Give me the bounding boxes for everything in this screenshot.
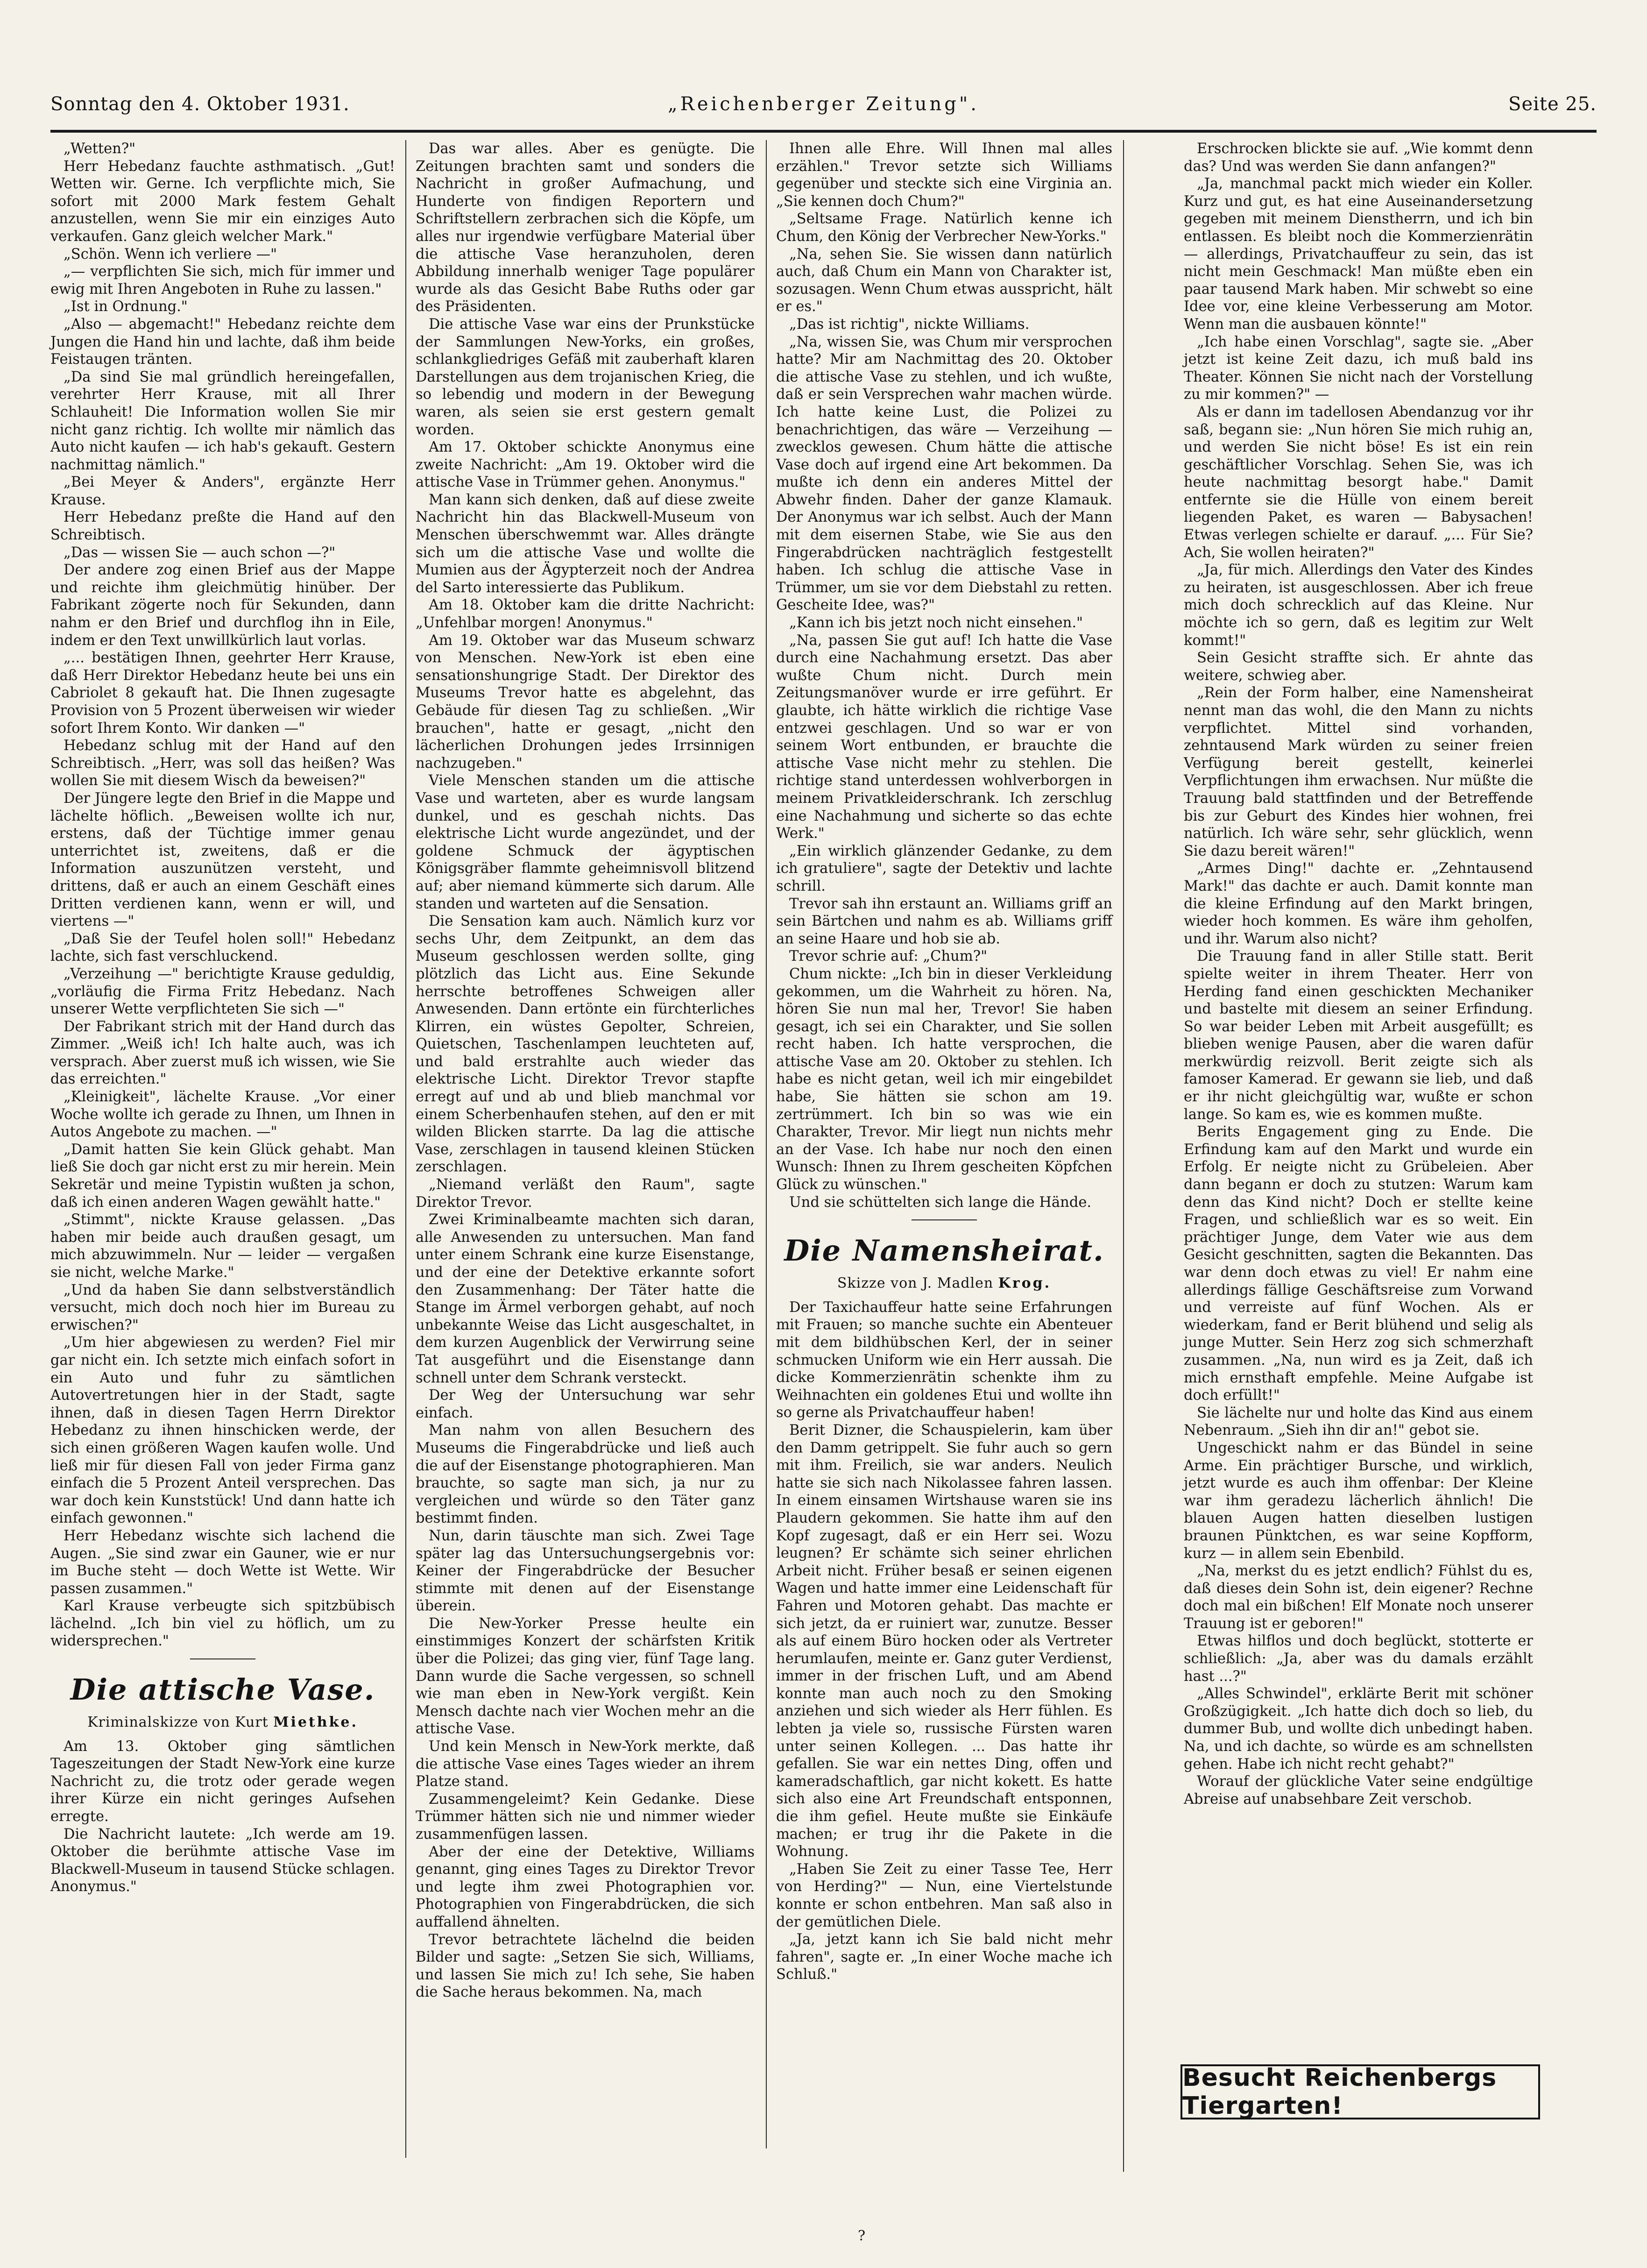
paragraph: „Wetten?"	[64, 141, 136, 157]
paragraph: „Kleinigkeit", lächelte Krause. „Vor einer Woche wollte ich gerade zu Ihnen, um Ihnen in Autos Angebote zu machen. —"	[50, 1089, 395, 1141]
header-title: „Reichenberger Zeitung".	[668, 93, 979, 115]
paragraph: „Niemand verläßt den Raum", sagte Direktor Trevor.	[416, 1177, 755, 1211]
advertisement-box	[1180, 2064, 1540, 2119]
paragraph: „Schön. Wenn ich verliere —"	[64, 246, 277, 262]
paragraph: Etwas hilflos und doch beglückt, stotterte er schließlich: „Ja, aber was du damals erzählt hast ...?"	[1184, 1633, 1533, 1685]
column-2	[416, 140, 755, 2001]
column-divider	[766, 140, 767, 2148]
byline-text: Kriminalskizze von Kurt	[87, 1714, 269, 1731]
paragraph: „Ja, für mich. Allerdings den Vater des Kindes zu heiraten, ist ausgeschlossen. Aber ich freue mich doch schrecklich auf das Kleine. Nur möchte ich so gern, daß es legitim zur Welt kommt!"	[1184, 562, 1533, 649]
paragraph: „Ja, jetzt kann ich Sie bald nicht mehr fahren", sagte er. „In einer Woche mache ich Schluß."	[776, 1931, 1112, 1983]
paragraph: „Daß Sie der Teufel holen soll!" Hebedanz lachte, sich fast verschluckend.	[50, 930, 395, 965]
paragraph: „Ich habe einen Vorschlag", sagte sie. „Aber jetzt ist keine Zeit dazu, ich muß bald ins Theater. Können Sie nicht nach der Vorstellung zu mir kommen?" —	[1184, 333, 1533, 403]
paragraph: „Um hier abgewiesen zu werden? Fiel mir gar nicht ein. Ich setzte mich einfach sofort in ein Auto und fuhr zu sämtlichen Autovertretungen hier in der Stadt, sagte ihnen, daß in diesen Tagen Herrn Direktor Hebedanz zu ihnen hinschicken werde, der sich einen größeren Wagen kaufen wolle. Und ließ mir für diesen Fall von jeder Firma ganz einfach die 5 Prozent Anteil versprechen. Das war doch kein Kunststück! Und dann hatte ich einfach gewonnen."	[50, 1334, 395, 1527]
paragraph: Und sie schüttelten sich lange die Hände.	[789, 1194, 1092, 1211]
paragraph: Der Fabrikant strich mit der Hand durch das Zimmer. „Weiß ich! Ich halte auch, was ich versprach. Aber zuerst muß ich wissen, wie Sie das erreichten."	[50, 1018, 395, 1088]
paragraph: Das war alles. Aber es genügte. Die Zeitungen brachten samt und sonders die Nachricht in großer Aufmachung, und Hunderte von findigen Reportern und Schriftstellern zerbrachen sich die Köpfe, um alles nur irgendwie verfügbare Material über die attische Vase heranzuholen, deren Abbildung innerhalb weniger Tage populärer wurde als das Gesicht Babe Ruths oder gar des Präsidenten.	[416, 141, 755, 315]
byline-text: Skizze von J. Madlen	[837, 1275, 994, 1292]
paragraph: Hebedanz schlug mit der Hand auf den Schreibtisch. „Herr, was soll das heißen? Was wollen Sie mit diesem Wisch da beweisen?"	[50, 737, 395, 789]
paragraph: „Na, sehen Sie. Sie wissen dann natürlich auch, daß Chum ein Mann von Charakter ist, sozusagen. Wenn Chum etwas ausspricht, hält er es."	[776, 246, 1112, 315]
paragraph: „Das — wissen Sie — auch schon —?"	[64, 544, 336, 561]
story-separator	[190, 1658, 255, 1659]
column-1	[50, 140, 395, 1896]
paragraph: Trevor sah ihn erstaunt an. Williams griff an sein Bärtchen und nahm es ab. Williams griff an seine Haare und hob sie ab.	[776, 895, 1112, 947]
story-1-body	[50, 140, 395, 1650]
paragraph: Herr Hebedanz wischte sich lachend die Augen. „Sie sind zwar ein Gauner, wie er nur im Buche steht — doch Wette ist Wette. Wir passen zusammen."	[50, 1527, 395, 1597]
paragraph: „Ist in Ordnung."	[64, 298, 188, 315]
paragraph: „Verzeihung —" berichtigte Krause geduldig, „vorläufig die Firma Fritz Hebedanz. Nach unserer Wette verpflichteten Sie sich —"	[50, 965, 395, 1018]
paragraph: Man kann sich denken, daß auf diese zweite Nachricht hin das Blackwell-Museum von Menschen überschwemmt war. Alles drängte sich um die attische Vase und wollte die Mumien aus der Ägypterzeit noch der Andrea del Sarto interessierte das Publikum.	[416, 491, 755, 596]
page-header	[50, 93, 1597, 126]
paragraph: „Haben Sie Zeit zu einer Tasse Tee, Herr von Herding?" — Nun, eine Viertelstunde konnte er schon entbehren. Man saß also in der gemütlichen Diele.	[776, 1861, 1112, 1930]
paragraph: Sie lächelte nur und holte das Kind aus einem Nebenraum. „Sieh ihn dir an!" gebot sie.	[1184, 1404, 1533, 1439]
paragraph: „Ja, manchmal packt mich wieder ein Koller. Kurz und gut, es hat eine Auseinandersetzung gegeben mit meinem Dienstherrn, und ich bin entlassen. Es bleibt noch die Kommerzienrätin — allerdings, Privatchauffeur zu sein, das ist nicht mein Geschmack! Man müßte eben ein paar tausend Mark haben. Mir schwebt so eine Idee vor, eine kleine Verbesserung am Motor. Wenn man die ausbauen könnte!"	[1184, 176, 1533, 333]
paragraph: Ungeschickt nahm er das Bündel in seine Arme. Ein prächtiger Bursche, und wirklich, jetzt wurde es auch ihm offenbar: Der Kleine war ihm geradezu lächerlich ähnlich! Die blauen Augen hatten dieselben lustigen braunen Pünktchen, es war seine Kopfform, kurz — in allem sein Ebenbild.	[1184, 1439, 1533, 1562]
paragraph: Zwei Kriminalbeamte machten sich daran, alle Anwesenden zu untersuchen. Man fand unter einem Schrank eine kurze Eisenstange, und der eine der Detektive erkannte sofort den Zusammenhang: Der Täter hatte die Stange im Ärmel verborgen gehabt, auf noch unbekannte Weise das Licht ausgeschaltet, in dem kurzen Augenblick der Verwirrung seine Tat ausgeführt und die Eisenstange dann schnell unter dem Schrank versteckt.	[416, 1212, 755, 1386]
story-3-body-continued	[1184, 140, 1533, 1808]
paragraph: „Also — abgemacht!" Hebedanz reichte dem Jungen die Hand hin und lachte, daß ihm beide Feistaugen tränten.	[50, 316, 395, 368]
byline-author: Krog.	[998, 1275, 1052, 1292]
story-3-body	[776, 1299, 1112, 1984]
paragraph: „... bestätigen Ihnen, geehrter Herr Krause, daß Herr Direktor Hebedanz heute bei uns ein Cabriolet 8 gekauft hat. Die Ihnen zugesagte Provision von 5 Prozent überweisen wir wieder sofort Ihrem Konto. Wir danken —"	[50, 650, 395, 737]
story-2-headline: Die attische Vase.	[70, 1673, 375, 1707]
header-date: Sonntag den 4. Oktober 1931.	[50, 93, 350, 115]
paragraph: Die Trauung fand in aller Stille statt. Berit spielte weiter in ihrem Theater. Herr von Herding fand einen geschickten Mechaniker und bastelte mit diesem an seiner Erfindung. So war beider Leben mit Arbeit ausgefüllt; es blieben wenige Pausen, aber die waren dafür merkwürdig reizvoll. Berit zeigte sich als famoser Kamerad. Er gewann sie lieb, und daß er ihr nicht gleichgültig war, wußte er schon lange. So kam es, wie es kommen mußte.	[1184, 948, 1533, 1123]
story-2-body-continued	[416, 140, 755, 2001]
column-divider	[405, 140, 406, 2158]
paragraph: „Na, wissen Sie, was Chum mir versprochen hatte? Mir am Nachmittag des 20. Oktober die attische Vase zu stehlen, und ich wußte, daß er sein Versprechen wahr machen würde. Ich hatte keine Lust, die Polizei zu benachrichtigen, das wäre — Verzeihung — zwecklos gewesen. Chum hätte die attische Vase doch auf irgend eine Art bekommen. Da mußte ich denn ein anderes Mittel der Abwehr finden. Daher der ganze Klamauk. Der Anonymus war ich selbst. Auch der Mann mit dem eisernen Stabe, wie Sie aus den Fingerabdrücken nachträglich festgestellt haben. Ich schlug die attische Vase in Trümmer, um sie vor dem Diebstahl zu retten. Gescheite Idee, was?"	[776, 333, 1112, 614]
paragraph: Die Sensation kam auch. Nämlich kurz vor sechs Uhr, dem Zeitpunkt, an dem das Museum geschlossen werden sollte, ging plötzlich das Licht aus. Eine Sekunde herrschte betroffenes Schweigen aller Anwesenden. Dann ertönte ein fürchterliches Klirren, ein wüstes Gepolter, Schreien, Quietschen, Taschenlampen leuchteten auf, und bald erstrahlte auch wieder das elektrische Licht. Direktor Trevor stapfte erregt auf und ab und blieb manchmal vor einem Scherbenhaufen stehen, auf den er mit wilden Blicken starrte. Da lag die attische Vase, zerschlagen in tausend kleinen Stücken zerschlagen.	[416, 913, 755, 1176]
paragraph: Viele Menschen standen um die attische Vase und warteten, aber es wurde langsam dunkel, und es geschah nichts. Das elektrische Licht wurde angezündet, und der goldene Schmuck der ägyptischen Königsgräber flammte geheimnisvoll blitzend auf; aber niemand kümmerte sich darum. Alle standen und warteten auf die Sensation.	[416, 773, 755, 912]
story-3-byline	[776, 1275, 1112, 1292]
paragraph: „Kann ich bis jetzt noch nicht einsehen."	[789, 615, 1083, 631]
paragraph: „Alles Schwindel", erklärte Berit mit schöner Großzügigkeit. „Ich hatte dich doch so lieb, du dummer Bub, und wollte dich unbedingt haben. Na, und ich dachte, so würde es am schnellsten gehen. Habe ich nicht recht gehabt?"	[1184, 1686, 1533, 1772]
paragraph: „Armes Ding!" dachte er. „Zehntausend Mark!" das dachte er auch. Damit konnte man die kleine Erfindung auf den Markt bringen, wieder hoch kommen. Es wäre ihm geholfen, und ihr. Warum also nicht?	[1184, 860, 1533, 947]
paragraph: Berit Dizner, die Schauspielerin, kam über den Damm getrippelt. Sie fuhr auch so gern mit ihm. Freilich, sie war anders. Neulich hatte sie sich nach Nikolassee fahren lassen. In einem einsamen Wirtshause waren sie ins Plaudern gekommen. Sie hatte ihm auf den Kopf zugesagt, daß er ein Herr sei. Wozu leugnen? Er schämte sich seiner ehrlichen Arbeit nicht. Früher besaß er seinen eigenen Wagen und hatte immer eine Leidenschaft für Fahren und Motoren gehabt. Das machte er sich jetzt, da er ruiniert war, zunutze. Besser als auf einem Büro hocken oder als Vertreter herumlaufen, meinte er. Ganz guter Verdienst, immer in der frischen Luft, und am Abend konnte man auch noch zu den Smoking anziehen und sich wieder als Herr fühlen. Es lebten ja viele so, russische Fürsten waren unter seinen Kollegen. ... Das hatte ihr gefallen. Sie war ein nettes Ding, offen und kameradschaftlich, gar nicht kokett. Es hatte sich also eine Art Freundschaft entsponnen, die ihm gefiel. Heute mußte sie Einkäufe machen; er trug ihr die Pakete in die Wohnung.	[776, 1422, 1112, 1860]
paragraph: „Rein der Form halber, eine Namensheirat nennt man das wohl, die den Mann zu nichts verpflichtet. Mittel sind vorhanden, zehntausend Mark würden zu seiner freien Verfügung bereit gestellt, keinerlei Verpflichtungen ihm erwachsen. Nur müßte die Trauung bald stattfinden und der Betreffende bis zur Geburt des Kindes hier wohnen, frei natürlich. Ich wäre sehr, sehr glücklich, wenn Sie dazu bereit wären!"	[1184, 685, 1533, 859]
paragraph: Karl Krause verbeugte sich spitzbübisch lächelnd. „Ich bin viel zu höflich, um zu widersprechen."	[50, 1598, 395, 1650]
paragraph: „Na, passen Sie gut auf! Ich hatte die Vase durch eine Nachahmung ersetzt. Das aber wußte Chum nicht. Durch mein Zeitungsmanöver wurde er irre geführt. Er glaubte, ich hätte wirklich die richtige Vase entzwei geschlagen. Und so war er von seinem Wort entbunden, er brauchte die attische Vase nicht mehr zu stehlen. Die richtige stand unterdessen wohlverborgen in meinem Privatkleiderschrank. Ich zerschlug eine Nachahmung und sicherte so das echte Werk."	[776, 632, 1112, 842]
paragraph: „Na, merkst du es jetzt endlich? Fühlst du es, daß dieses dein Sohn ist, dein eigener? Rechne doch mal ein bißchen! Elf Monate noch unserer Trauung ist er geboren!"	[1184, 1563, 1533, 1632]
story-2-body	[50, 1738, 395, 1896]
footer-mark: ?	[858, 2228, 866, 2244]
paragraph: Zusammengeleimt? Kein Gedanke. Diese Trümmer hätten sich nie und nimmer wieder zusammenfügen lassen.	[416, 1791, 755, 1843]
paragraph: Trevor schrie auf: „Chum?"	[789, 948, 988, 965]
column-3	[776, 140, 1112, 1984]
paragraph: „Stimmt", nickte Krause gelassen. „Das haben mir beide auch draußen gesagt, um mich abzuwimmeln. Nur — leider — vergaßen sie nicht, welche Marke."	[50, 1212, 395, 1281]
paragraph: Der Weg der Untersuchung war sehr einfach.	[416, 1387, 755, 1421]
paragraph: Am 13. Oktober ging sämtlichen Tageszeitungen der Stadt New-York eine kurze Nachricht zu, die trotz oder gerade wegen ihrer Kürze ein nicht geringes Aufsehen erregte.	[50, 1738, 395, 1825]
paragraph: „Da sind Sie mal gründlich hereingefallen, verehrter Herr Krause, mit all Ihrer Schlauheit! Die Information wollen Sie mir nicht ganz richtig. Ich wollte mir nämlich das Auto nicht kaufen — ich hab's gekauft. Gestern nachmittag nämlich."	[50, 369, 395, 473]
paragraph: Als er dann im tadellosen Abendanzug vor ihr saß, begann sie: „Nun hören Sie mich ruhig an, und werden Sie nicht böse! Es ist ein rein geschäftlicher Vorschlag. Sehen Sie, was ich heute nachmittag besorgt habe." Damit entfernte sie die Hülle von einem bereit liegenden Paket, es waren — Babysachen! Etwas verlegen schielte er darauf. „... Für Sie? Ach, Sie wollen heiraten?"	[1184, 404, 1533, 561]
paragraph: Am 18. Oktober kam die dritte Nachricht: „Unfehlbar morgen! Anonymus."	[416, 597, 755, 631]
paragraph: Chum nickte: „Ich bin in dieser Verkleidung gekommen, um die Wahrheit zu hören. Na, hören Sie nun mal her, Trevor! Sie haben gesagt, ich sei ein Charakter, und Sie sollen recht haben. Ich hatte versprochen, die attische Vase am 20. Oktober zu stehlen. Ich habe es nicht getan, weil ich mir eingebildet habe, Sie hätten sie schon am 19. zertrümmert. Ich bin so was wie ein Charakter, Trevor. Mir liegt nun nichts mehr an der Vase. Ich habe nur noch den einen Wunsch: Ihnen zu Ihrem gescheiten Köpfchen Glück zu wünschen."	[776, 965, 1112, 1193]
paragraph: Erschrocken blickte sie auf. „Wie kommt denn das? Und was werden Sie dann anfangen?"	[1184, 141, 1533, 175]
paragraph: Ihnen alle Ehre. Will Ihnen mal alles erzählen." Trevor setzte sich Williams gegenüber und steckte sich eine Virginia an. „Sie kennen doch Chum?"	[776, 141, 1112, 210]
paragraph: Herr Hebedanz fauchte asthmatisch. „Gut! Wetten wir. Gerne. Ich verpflichte mich, Sie sofort mit 2000 Mark festem Gehalt anzustellen, wenn Sie mir ein einziges Auto verkaufen. Ganz gleich welcher Mark."	[50, 158, 395, 245]
paragraph: Und kein Mensch in New-York merkte, daß die attische Vase eines Tages wieder an ihrem Platze stand.	[416, 1738, 755, 1790]
paragraph: Berits Engagement ging zu Ende. Die Erfindung kam auf den Markt und wurde ein Erfolg. Er neigte nicht zu Grübeleien. Aber dann begann er doch zu stutzen: Warum kam denn das Kind nicht? Doch er stellte keine Fragen, und schließlich war es so weit. Ein prächtiger Junge, dem Vater wie aus dem Gesicht geschnitten, sagten die Bekannten. Das war denn doch etwas zu viel! Er nahm eine allerdings fällige Geschäftsreise zum Vorwand und verreiste auf fünf Wochen. Als er wiederkam, fand er Berit blühend und selig als junge Mutter. Sein Herz zog sich schmerzhaft zusammen. „Na, nun wird es ja Zeit, daß ich mich ernsthaft empfehle. Meine Aufgabe ist doch erfüllt!"	[1184, 1124, 1533, 1404]
byline-author: Miethke.	[273, 1714, 358, 1731]
paragraph: Man nahm von allen Besuchern des Museums die Fingerabdrücke und ließ auch die auf der Eisenstange photographieren. Man brauchte, so sagte man sich, ja nur zu vergleichen und würde so den Täter ganz bestimmt finden.	[416, 1422, 755, 1527]
paragraph: Die Nachricht lautete: „Ich werde am 19. Oktober die berühmte attische Vase im Blackwell-Museum in tausend Stücke schlagen. Anonymus."	[50, 1826, 395, 1895]
paragraph: „Damit hatten Sie kein Glück gehabt. Man ließ Sie doch gar nicht erst zu mir herein. Mein Sekretär und meine Typistin wußten ja schon, daß ich einen anderen Wagen gewählt hatte."	[50, 1141, 395, 1211]
paragraph: „Und da haben Sie dann selbstverständlich versucht, mich doch noch hier im Bureau zu erwischen?"	[50, 1282, 395, 1333]
story-2-body-end	[776, 140, 1112, 1211]
paragraph: Aber der eine der Detektive, Williams genannt, ging eines Tages zu Direktor Trevor und legte ihm zwei Photographien vor. Photographien von Fingerabdrücken, die sich auffallend ähnelten.	[416, 1843, 755, 1930]
paragraph: „Seltsame Frage. Natürlich kenne ich Chum, den König der Verbrecher New-Yorks."	[776, 211, 1112, 245]
paragraph: „Bei Meyer & Anders", ergänzte Herr Krause.	[50, 474, 395, 508]
story-separator	[912, 1219, 977, 1220]
paragraph: Trevor betrachtete lächelnd die beiden Bilder und sagte: „Setzen Sie sich, Williams, und lassen Sie mich zu! Ich sehe, Sie haben die Sache heraus bekommen. Na, mach	[416, 1931, 755, 2001]
column-4	[1184, 140, 1533, 1808]
paragraph: Worauf der glückliche Vater seine endgültige Abreise auf unabsehbare Zeit verschob.	[1184, 1773, 1533, 1807]
paragraph: Die New-Yorker Presse heulte ein einstimmiges Konzert der schärfsten Kritik über die Polizei; das ging vier, fünf Tage lang. Dann wurde die Sache vergessen, so schnell wie man eben in New-York vergißt. Kein Mensch dachte nach vier Wochen mehr an die attische Vase.	[416, 1615, 755, 1737]
header-page-number: Seite 25.	[1508, 93, 1597, 115]
paragraph: Am 17. Oktober schickte Anonymus eine zweite Nachricht: „Am 19. Oktober wird die attische Vase in Trümmer gehen. Anonymus."	[416, 439, 755, 491]
paragraph: Die attische Vase war eins der Prunkstücke der Sammlungen New-Yorks, ein großes, schlankgliedriges Gefäß mit zauberhaft klaren Darstellungen aus dem trojanischen Krieg, die so lebendig und modern in der Bewegung waren, als seien sie erst gestern gemalt worden.	[416, 316, 755, 438]
story-2-byline	[50, 1714, 395, 1731]
paragraph: „Ein wirklich glänzender Gedanke, zu dem ich gratuliere", sagte der Detektiv und lachte schrill.	[776, 843, 1112, 894]
paragraph: Der Taxichauffeur hatte seine Erfahrungen mit Frauen; so manche suchte ein Abenteuer mit dem bildhübschen Kerl, der in seiner schmucken Uniform wie ein Herr aussah. Die dicke Kommerzienrätin schenkte ihm zu Weihnachten ein goldenes Etui und wollte ihn so gerne als Privatchauffeur haben!	[776, 1299, 1112, 1421]
paragraph: Am 19. Oktober war das Museum schwarz von Menschen. New-York ist eben eine sensationshungrige Stadt. Der Direktor des Museums Trevor hatte es abgelehnt, das Gebäude für diesen Tag zu schließen. „Wir brauchen", hatte er gesagt, „nicht den lächerlichen Drohungen jedes Irrsinnigen nachzugeben."	[416, 632, 755, 772]
column-divider	[1123, 140, 1124, 2172]
paragraph: Der Jüngere legte den Brief in die Mappe und lächelte höflich. „Beweisen wollte ich nur, erstens, daß der Tüchtige immer genau unterrichtet ist, zweitens, daß er die Information auszunützen versteht, und drittens, daß er auch an einem Geschäft eines Dritten verdienen kann, wenn er will, und viertens —"	[50, 790, 395, 930]
story-3-headline: Die Namensheirat.	[784, 1233, 1104, 1268]
paragraph: Sein Gesicht straffte sich. Er ahnte das weitere, schwieg aber.	[1184, 650, 1533, 684]
paragraph: „Das ist richtig", nickte Williams.	[789, 316, 1030, 333]
advertisement-text: Besucht Reichenbergs Tiergarten!	[1182, 2064, 1497, 2120]
header-rule	[50, 130, 1597, 133]
paragraph: Herr Hebedanz preßte die Hand auf den Schreibtisch.	[50, 509, 395, 544]
paragraph: „— verpflichten Sie sich, mich für immer und ewig mit Ihren Angeboten in Ruhe zu lassen."	[50, 263, 395, 298]
paragraph: Nun, darin täuschte man sich. Zwei Tage später lag das Untersuchungsergebnis vor: Keiner der Fingerabdrücke der Besucher stimmte mit denen auf der Eisenstange überein.	[416, 1527, 755, 1615]
paragraph: Der andere zog einen Brief aus der Mappe und reichte ihm gleichmütig hinüber. Der Fabrikant zögerte noch für Sekunden, dann nahm er den Brief und durchflog ihn in Eile, indem er den Text unwillkürlich laut vorlas.	[50, 562, 395, 649]
